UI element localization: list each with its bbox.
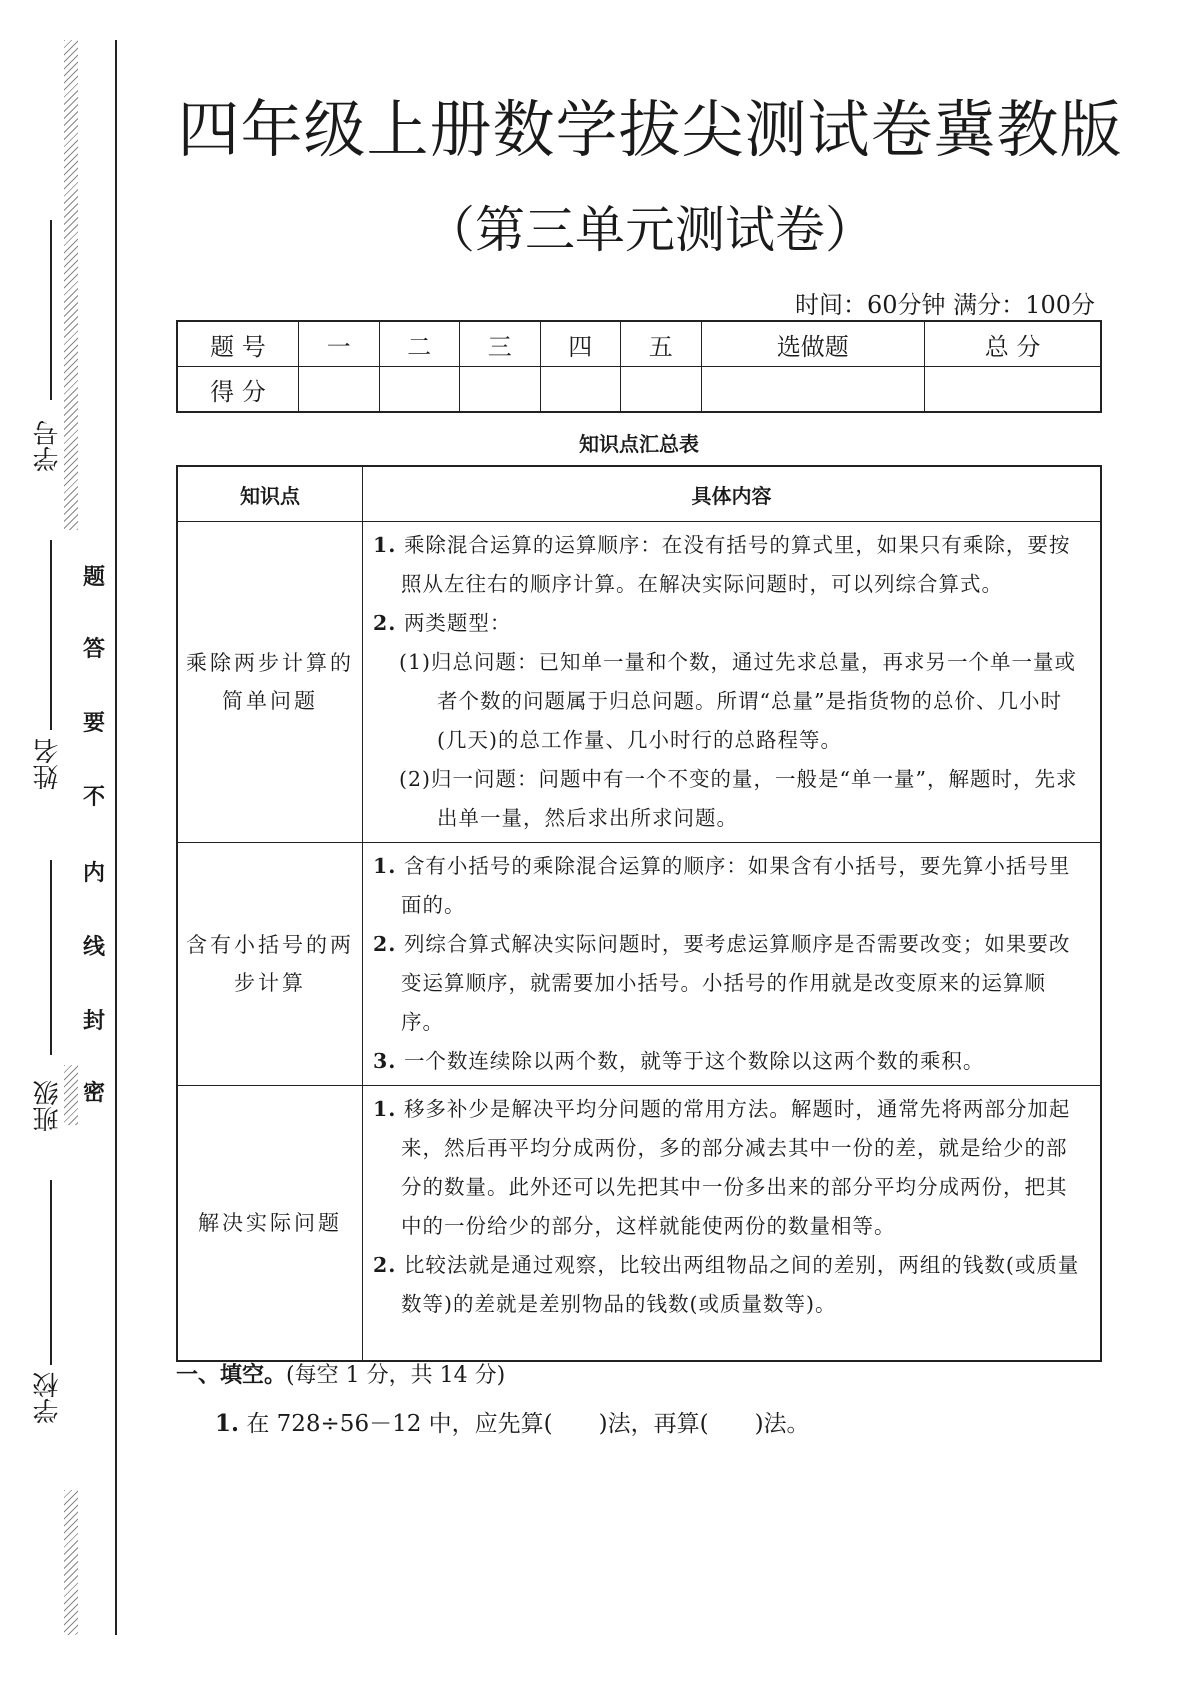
- score-header-cell: 选做题: [701, 321, 925, 367]
- col-header-content: 具体内容: [363, 466, 1102, 522]
- section-title: 一、填空。: [176, 1363, 287, 1388]
- knowledge-table: [176, 465, 1102, 1362]
- seal-char: 内: [82, 861, 105, 886]
- summary-title: 知识点汇总表: [579, 432, 699, 456]
- content-point: 1. 含有小括号的乘除混合运算的顺序：如果含有小括号，要先算小括号里面的。: [373, 854, 1071, 917]
- name-label: 姓名: [33, 738, 63, 790]
- seal-char: 不: [82, 785, 105, 810]
- content-point: 1. 移多补少是解决平均分问题的常用方法。解题时，通常先将两部分加起来，然后再平均分成两份，多的部分减去其中一份的差，就是给少的部分的数量。此外还可以先把其中一份多出来的部分平均分成两份，把其中的一份给少的部分，这样就能使两份的数量相等。: [373, 1097, 1071, 1238]
- seal-char: 题: [82, 565, 105, 590]
- score-input-cell[interactable]: [540, 367, 621, 413]
- topic-cell: 含有小括号的两步计算: [177, 843, 363, 1086]
- content-point: 1. 乘除混合运算的运算顺序：在没有括号的算式里，如果只有乘除，要按照从左往右的顺序计算。在解决实际问题时，可以列综合算式。: [373, 533, 1071, 596]
- score-table: [176, 320, 1102, 413]
- exam-meta: 时间：60分钟 满分：100分: [795, 291, 1095, 319]
- name-line[interactable]: [50, 540, 52, 730]
- content-point: 2. 列综合算式解决实际问题时，要考虑运算顺序是否需要改变；如果要改变运算顺序，就需要加小括号。小括号的作用就是改变原来的运算顺序。: [373, 932, 1071, 1034]
- content-cell: [363, 843, 1102, 1086]
- topic-cell: 乘除两步计算的简单问题: [177, 522, 363, 843]
- score-header-cell: 题 号: [177, 321, 299, 367]
- page-subtitle: （第三单元测试卷）: [425, 201, 875, 259]
- score-header-cell: 五: [621, 321, 702, 367]
- class-label: 班级: [33, 1080, 63, 1132]
- score-input-cell[interactable]: [379, 367, 460, 413]
- score-input-cell[interactable]: [701, 367, 925, 413]
- score-input-cell[interactable]: [925, 367, 1101, 413]
- score-header-cell: 总 分: [925, 321, 1101, 367]
- content-subpoint: (1)归总问题：已知单一量和个数，通过先求总量，再求另一个单一量或者个数的问题属于归总问题。所谓“总量”是指货物的总价、几小时(几天)的总工作量、几小时行的总路程等。: [399, 650, 1077, 752]
- school-label: 学校: [33, 1372, 63, 1424]
- content-subpoint: (2)归一问题：问题中有一个不变的量，一般是“单一量”，解题时，先求出单一量，然后求出所求问题。: [399, 767, 1078, 830]
- score-header-cell: 三: [460, 321, 541, 367]
- score-input-cell[interactable]: [299, 367, 380, 413]
- col-header-topic: 知识点: [177, 466, 363, 522]
- question-text: 在 728÷56－12 中，应先算( )法，再算( )法。: [246, 1411, 810, 1437]
- seal-char: 封: [82, 1009, 105, 1034]
- content-point: 2. 比较法就是通过观察，比较出两组物品之间的差别，两组的钱数(或质量数等)的差就是差别物品的钱数(或质量数等)。: [373, 1253, 1080, 1316]
- content-point: 2. 两类题型：: [373, 611, 512, 635]
- question-number: 1.: [215, 1410, 240, 1437]
- student-id-line[interactable]: [50, 220, 52, 400]
- student-id-label: 学号: [33, 420, 63, 472]
- hatch-strip-bottom: [64, 1490, 78, 1635]
- score-header-cell: 一: [299, 321, 380, 367]
- class-line[interactable]: [50, 860, 52, 1055]
- section-heading: [176, 1358, 505, 1389]
- seal-char: 答: [82, 637, 105, 662]
- topic-cell: 解决实际问题: [177, 1086, 363, 1361]
- score-row-label: 得 分: [177, 367, 299, 413]
- section-note: (每空 1 分，共 14 分): [286, 1363, 506, 1388]
- school-line[interactable]: [50, 1180, 52, 1365]
- seal-char: 密: [82, 1081, 105, 1106]
- seal-char: 要: [82, 711, 105, 736]
- question-1: [215, 1405, 810, 1438]
- content-cell: [363, 1086, 1102, 1361]
- page-title: 四年级上册数学拔尖测试卷冀教版: [177, 93, 1123, 166]
- seal-char: 线: [82, 935, 105, 960]
- content-point: 3. 一个数连续除以两个数，就等于这个数除以这两个数的乘积。: [373, 1049, 985, 1073]
- score-header-cell: 二: [379, 321, 460, 367]
- content-cell: [363, 522, 1102, 843]
- score-input-cell[interactable]: [460, 367, 541, 413]
- score-input-cell[interactable]: [621, 367, 702, 413]
- binding-line: [115, 40, 117, 1635]
- score-header-cell: 四: [540, 321, 621, 367]
